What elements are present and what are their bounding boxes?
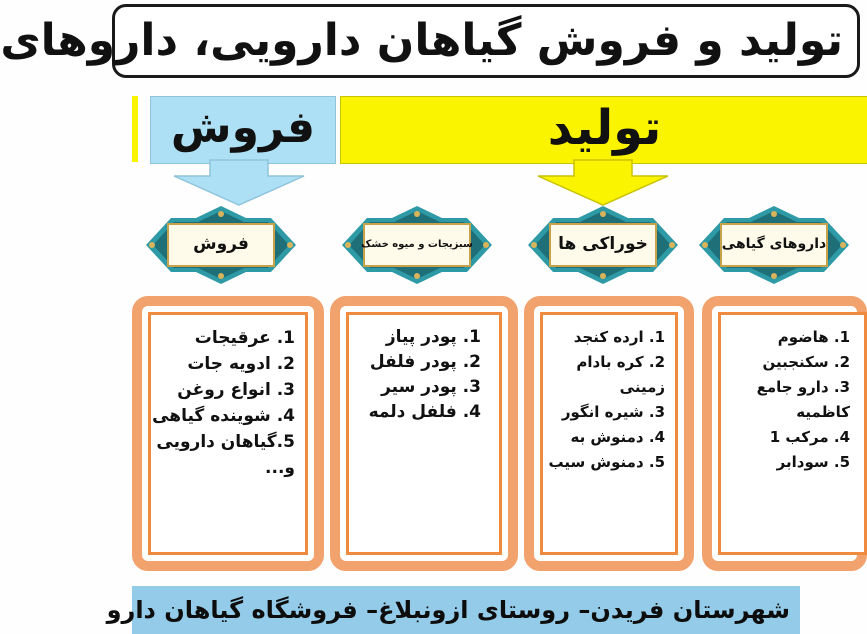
list-item: 5. دمنوش سیب	[548, 453, 665, 471]
frame-herbal-drugs	[699, 206, 849, 284]
list-item: 2. کره بادام	[576, 353, 665, 371]
page-title: تولید و فروش گیاهان دارویی، داروهای	[0, 15, 843, 66]
list-item: کاظمیه	[796, 403, 850, 421]
sales-banner	[150, 96, 336, 164]
list-item: 4. شوینده گیاهی	[152, 406, 295, 426]
box-dried-veg	[330, 296, 518, 571]
box-inner-dried-veg	[346, 312, 502, 555]
list-item: 3. شیره انگور	[561, 403, 665, 421]
list-item: 3. پودر سیر	[381, 377, 481, 397]
box-sales	[132, 296, 324, 571]
list-item: 4. فلفل دلمه	[368, 402, 481, 422]
footer-address: شهرستان فریدن– روستای ازونبلاغ– فروشگاه گیاهان دارو	[106, 596, 790, 624]
production-banner-label: تولید	[547, 100, 662, 156]
frame-label-sales: فروش	[193, 234, 249, 254]
list-item: 5.گیاهان دارویی	[156, 432, 295, 452]
title-bar	[0, 4, 860, 78]
sales-arrow-icon	[172, 160, 306, 206]
list-item: 2. ادویه جات	[187, 354, 295, 374]
list-item: 1. هاضوم	[777, 328, 850, 346]
frame-dried-veg	[342, 206, 492, 284]
list-item: 3. انواع روغن	[177, 380, 295, 400]
list-item: 1. ارده کنجد	[573, 328, 665, 346]
list-item: 2. سکنجبین	[762, 353, 850, 371]
list-item: 1. پودر پیاز	[385, 327, 481, 347]
frame-label-dried-veg: سبزیجات و میوه خشک	[361, 238, 473, 250]
list-item: 1. عرقیجات	[194, 328, 295, 348]
box-herbal-drugs	[702, 296, 867, 571]
frame-label-foods: خوراکی ها	[558, 234, 648, 254]
list-foods	[548, 325, 665, 475]
sales-banner-label: فروش	[170, 102, 316, 153]
yellow-banner-edge	[132, 96, 138, 162]
box-inner-sales	[148, 312, 308, 555]
production-arrow-icon	[536, 160, 670, 206]
frame-label-herbal-drugs: داروهای گیاهی	[721, 236, 827, 252]
list-item: و...	[265, 458, 295, 478]
list-item: 3. دارو جامع	[756, 378, 850, 396]
box-foods	[524, 296, 694, 571]
list-item: 4. مرکب 1	[769, 428, 850, 446]
list-item: 5. سودابر	[776, 453, 850, 471]
production-banner	[340, 96, 867, 164]
box-inner-foods	[540, 312, 678, 555]
list-item: 4. دمنوش به	[570, 428, 665, 446]
frame-foods	[528, 206, 678, 284]
list-item: زمینی	[619, 378, 665, 396]
list-sales	[152, 325, 295, 481]
list-dried-veg	[369, 325, 481, 425]
footer-banner	[106, 586, 800, 634]
box-inner-herbal-drugs	[718, 312, 867, 555]
frame-sales	[146, 206, 296, 284]
list-item: 2. پودر فلفل	[369, 352, 481, 372]
list-herbal-drugs	[757, 325, 850, 475]
